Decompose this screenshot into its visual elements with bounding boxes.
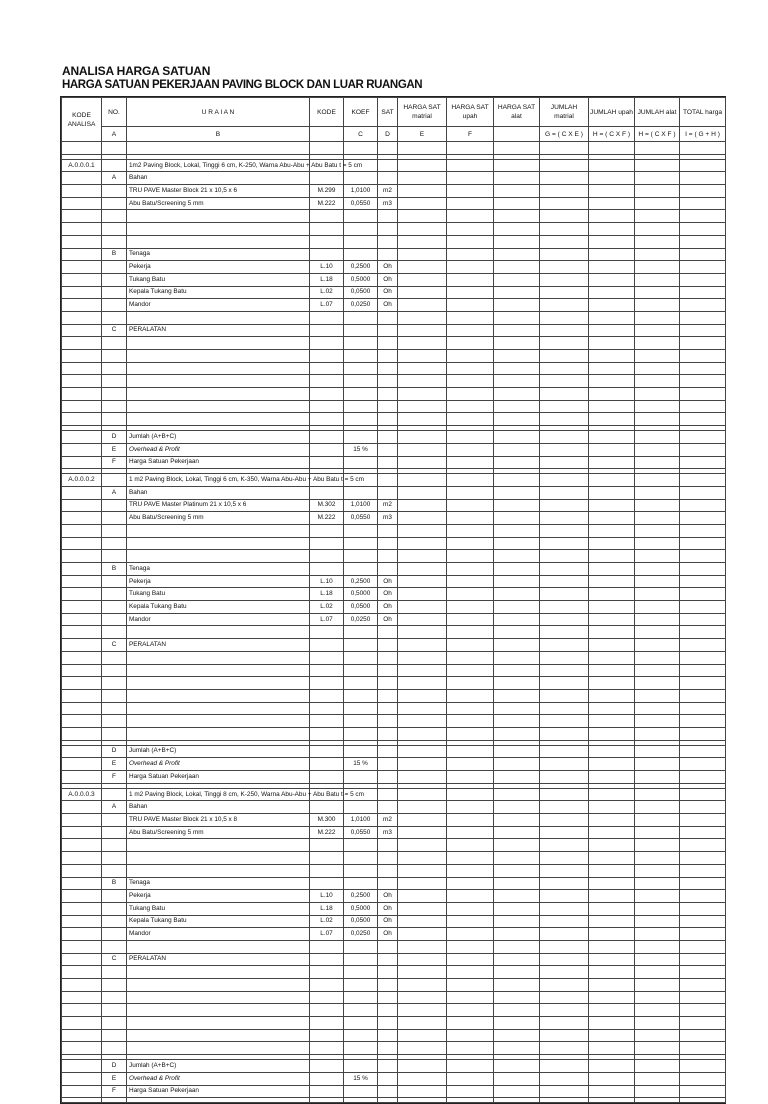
header-harga-sat-upah: HARGA SAT upah (447, 98, 494, 127)
item-kode: L.18 (310, 902, 344, 915)
analysis-sheet (60, 96, 726, 1104)
table-row (62, 1060, 726, 1073)
page-subtitle: HARGA SATUAN PEKERJAAN PAVING BLOCK DAN LUAR RUANGAN (62, 79, 423, 91)
group-letter: F (102, 1085, 127, 1098)
group-letter: C (102, 324, 127, 337)
group-label: Tenaga (127, 248, 310, 261)
item-kode: M.300 (310, 814, 344, 827)
header-total-harga: TOTAL harga (680, 98, 726, 127)
table-row (62, 337, 726, 350)
table-row (62, 715, 726, 728)
group-label: Bahan (127, 172, 310, 185)
table-row (62, 159, 726, 172)
group-label: Tenaga (127, 877, 310, 890)
table-row (62, 273, 726, 286)
harga-label: Harga Satuan Pekerjaan (127, 771, 310, 784)
item-koef: 0,2500 (344, 890, 378, 903)
item-kode: L.02 (310, 286, 344, 299)
item-sat: Oh (378, 928, 398, 941)
table-row (62, 1042, 726, 1055)
table-row (62, 299, 726, 312)
table-row (62, 388, 726, 401)
overhead-koef: 15 % (344, 758, 378, 771)
table-row (62, 1029, 726, 1042)
section-title: 1 m2 Paving Block, Lokal, Tinggi 6 cm, K-350, Warna Abu-Abu + Abu Batu t = 5 cm (127, 474, 310, 487)
group-letter: F (102, 456, 127, 469)
item-koef: 0,0250 (344, 613, 378, 626)
jumlah-label: Jumlah (A+B+C) (127, 1060, 310, 1073)
table-row (62, 601, 726, 614)
table-row (62, 486, 726, 499)
table-row (62, 1017, 726, 1030)
item-koef: 0,0550 (344, 197, 378, 210)
item-koef: 1,0100 (344, 185, 378, 198)
group-letter: D (102, 431, 127, 444)
table-row (62, 814, 726, 827)
table-row (62, 890, 726, 903)
overhead-label: Overhead & Profit (127, 1072, 310, 1085)
item-koef: 0,0550 (344, 512, 378, 525)
item-sat: m2 (378, 814, 398, 827)
table-row (62, 413, 726, 426)
group-letter: A (102, 172, 127, 185)
table-row (62, 550, 726, 563)
header-letter: B (127, 127, 310, 142)
kode-analisa: A.0.0.0.1 (62, 159, 102, 172)
item-sat: Oh (378, 890, 398, 903)
item-koef: 0,0250 (344, 928, 378, 941)
item-kode: L.10 (310, 890, 344, 903)
item-uraian: Kepala Tukang Batu (127, 915, 310, 928)
header-kode-analisa: KODE ANALISA (62, 98, 102, 142)
table-row (62, 864, 726, 877)
table-row (62, 400, 726, 413)
table-row (62, 375, 726, 388)
table-row (62, 172, 726, 185)
table-row (62, 1004, 726, 1017)
item-kode: L.18 (310, 588, 344, 601)
item-sat: Oh (378, 902, 398, 915)
table-row (62, 902, 726, 915)
item-kode: M.222 (310, 197, 344, 210)
table-row (62, 474, 726, 487)
item-uraian: TRU PAVE Master Platinum 21 x 10,5 x 6 (127, 499, 310, 512)
table-row (62, 639, 726, 652)
item-koef: 0,0250 (344, 299, 378, 312)
table-row (62, 210, 726, 223)
page-title: ANALISA HARGA SATUAN (62, 64, 211, 78)
table-row (62, 443, 726, 456)
item-uraian: Abu Batu/Screening 5 mm (127, 512, 310, 525)
item-koef: 0,0550 (344, 826, 378, 839)
table-row (62, 745, 726, 758)
header-jumlah-upah: JUMLAH upah (589, 98, 635, 127)
group-letter: B (102, 248, 127, 261)
table-row (62, 512, 726, 525)
table-row (62, 1085, 726, 1098)
item-sat: Oh (378, 915, 398, 928)
item-uraian: Pekerja (127, 575, 310, 588)
table-row (62, 311, 726, 324)
group-letter: E (102, 443, 127, 456)
header-sat: SAT (378, 98, 398, 127)
item-kode: L.10 (310, 261, 344, 274)
item-koef: 0,2500 (344, 575, 378, 588)
header-harga-sat-alat: HARGA SAT alat (494, 98, 540, 127)
table-row (62, 286, 726, 299)
group-letter: E (102, 758, 127, 771)
item-uraian: TRU PAVE Master Block 21 x 10,5 x 8 (127, 814, 310, 827)
group-letter: F (102, 771, 127, 784)
item-uraian: Abu Batu/Screening 5 mm (127, 197, 310, 210)
header-letter: G = ( C X E ) (540, 127, 589, 142)
group-letter: C (102, 639, 127, 652)
table-row (62, 953, 726, 966)
header-jumlah-matrial: JUMLAH matrial (540, 98, 589, 127)
table-row (62, 223, 726, 236)
group-letter: D (102, 1060, 127, 1073)
table-row (62, 362, 726, 375)
item-sat: Oh (378, 575, 398, 588)
item-uraian: Mandor (127, 299, 310, 312)
group-letter: E (102, 1072, 127, 1085)
header-letter: E (398, 127, 447, 142)
table-row (62, 689, 726, 702)
item-sat: m3 (378, 197, 398, 210)
table-row (62, 1098, 726, 1103)
item-uraian: Mandor (127, 613, 310, 626)
item-kode: L.02 (310, 915, 344, 928)
table-row (62, 431, 726, 444)
table-row (62, 588, 726, 601)
item-sat: Oh (378, 261, 398, 274)
table-row (62, 877, 726, 890)
header-letter: F (447, 127, 494, 142)
item-kode: L.07 (310, 613, 344, 626)
table-row (62, 261, 726, 274)
jumlah-label: Jumlah (A+B+C) (127, 431, 310, 444)
table-row (62, 651, 726, 664)
section-title: 1 m2 Paving Block, Lokal, Tinggi 8 cm, K-250, Warna Abu-Abu + Abu Batu t = 5 cm (127, 788, 310, 801)
table-row (62, 801, 726, 814)
table-row (62, 758, 726, 771)
table-row (62, 677, 726, 690)
item-kode: L.07 (310, 299, 344, 312)
table-row (62, 771, 726, 784)
overhead-label: Overhead & Profit (127, 443, 310, 456)
table-row (62, 626, 726, 639)
header-jumlah-alat: JUMLAH alat (635, 98, 680, 127)
overhead-label: Overhead & Profit (127, 758, 310, 771)
item-uraian: Kepala Tukang Batu (127, 286, 310, 299)
item-sat: Oh (378, 588, 398, 601)
header-kode: KODE (310, 98, 344, 127)
table-row (62, 826, 726, 839)
item-koef: 1,0100 (344, 499, 378, 512)
item-kode: L.10 (310, 575, 344, 588)
group-letter: D (102, 745, 127, 758)
table-row (62, 839, 726, 852)
item-uraian: Mandor (127, 928, 310, 941)
table-row (62, 499, 726, 512)
item-uraian: Pekerja (127, 261, 310, 274)
item-kode: L.18 (310, 273, 344, 286)
item-koef: 0,0500 (344, 601, 378, 614)
header-koef: KOEF (344, 98, 378, 127)
item-sat: m3 (378, 826, 398, 839)
table-row (62, 664, 726, 677)
header-letter: I = ( G + H ) (680, 127, 726, 142)
item-sat: m2 (378, 185, 398, 198)
item-sat: Oh (378, 299, 398, 312)
item-koef: 0,5000 (344, 273, 378, 286)
table-row (62, 702, 726, 715)
group-label: Bahan (127, 801, 310, 814)
header-letter: C (344, 127, 378, 142)
item-sat: Oh (378, 273, 398, 286)
item-uraian: Tukang Batu (127, 273, 310, 286)
item-kode: M.302 (310, 499, 344, 512)
table-row (62, 1072, 726, 1085)
table-row (62, 142, 726, 155)
table-row (62, 788, 726, 801)
header-letter: D (378, 127, 398, 142)
group-letter: A (102, 801, 127, 814)
item-koef: 0,5000 (344, 588, 378, 601)
item-kode: M.299 (310, 185, 344, 198)
item-kode: M.222 (310, 826, 344, 839)
table-row (62, 852, 726, 865)
item-koef: 1,0100 (344, 814, 378, 827)
harga-label: Harga Satuan Pekerjaan (127, 456, 310, 469)
analysis-table (61, 97, 726, 1103)
section-title: 1m2 Paving Block, Lokal, Tinggi 6 cm, K-250, Warna Abu-Abu + Abu Batu t = 5 cm (127, 159, 310, 172)
table-body (62, 142, 726, 1103)
table-row (62, 928, 726, 941)
kode-analisa: A.0.0.0.3 (62, 788, 102, 801)
table-row (62, 727, 726, 740)
header-uraian: U R A I A N (127, 98, 310, 127)
overhead-koef: 15 % (344, 443, 378, 456)
table-row (62, 940, 726, 953)
table-row (62, 915, 726, 928)
header-letter: H = ( C X F ) (635, 127, 680, 142)
table-row (62, 613, 726, 626)
header-letter: A (102, 127, 127, 142)
group-label: PERALATAN (127, 639, 310, 652)
item-sat: Oh (378, 613, 398, 626)
table-row (62, 563, 726, 576)
group-letter: B (102, 877, 127, 890)
group-label: Tenaga (127, 563, 310, 576)
table-row (62, 966, 726, 979)
item-koef: 0,2500 (344, 261, 378, 274)
item-koef: 0,0500 (344, 286, 378, 299)
header-letter: H = ( C X F ) (589, 127, 635, 142)
table-row (62, 197, 726, 210)
table-row (62, 350, 726, 363)
table-row (62, 537, 726, 550)
item-kode: L.07 (310, 928, 344, 941)
item-sat: Oh (378, 601, 398, 614)
item-uraian: Abu Batu/Screening 5 mm (127, 826, 310, 839)
item-sat: m3 (378, 512, 398, 525)
item-sat: m2 (378, 499, 398, 512)
item-uraian: Tukang Batu (127, 902, 310, 915)
item-kode: M.222 (310, 512, 344, 525)
overhead-koef: 15 % (344, 1072, 378, 1085)
group-letter: B (102, 563, 127, 576)
group-letter: C (102, 953, 127, 966)
item-sat: Oh (378, 286, 398, 299)
item-uraian: Tukang Batu (127, 588, 310, 601)
table-row (62, 979, 726, 992)
table-header (62, 98, 726, 142)
group-label: PERALATAN (127, 953, 310, 966)
header-no: NO. (102, 98, 127, 127)
item-kode: L.02 (310, 601, 344, 614)
harga-label: Harga Satuan Pekerjaan (127, 1085, 310, 1098)
kode-analisa: A.0.0.0.2 (62, 474, 102, 487)
jumlah-label: Jumlah (A+B+C) (127, 745, 310, 758)
item-uraian: Kepala Tukang Batu (127, 601, 310, 614)
group-label: Bahan (127, 486, 310, 499)
table-row (62, 324, 726, 337)
table-row (62, 456, 726, 469)
header-harga-sat-matrial: HARGA SAT matrial (398, 98, 447, 127)
table-row (62, 524, 726, 537)
table-row (62, 185, 726, 198)
item-uraian: TRU PAVE Master Block 21 x 10,5 x 6 (127, 185, 310, 198)
item-uraian: Pekerja (127, 890, 310, 903)
group-label: PERALATAN (127, 324, 310, 337)
group-letter: A (102, 486, 127, 499)
table-row (62, 991, 726, 1004)
item-koef: 0,0500 (344, 915, 378, 928)
item-koef: 0,5000 (344, 902, 378, 915)
table-row (62, 575, 726, 588)
table-row (62, 235, 726, 248)
table-row (62, 248, 726, 261)
